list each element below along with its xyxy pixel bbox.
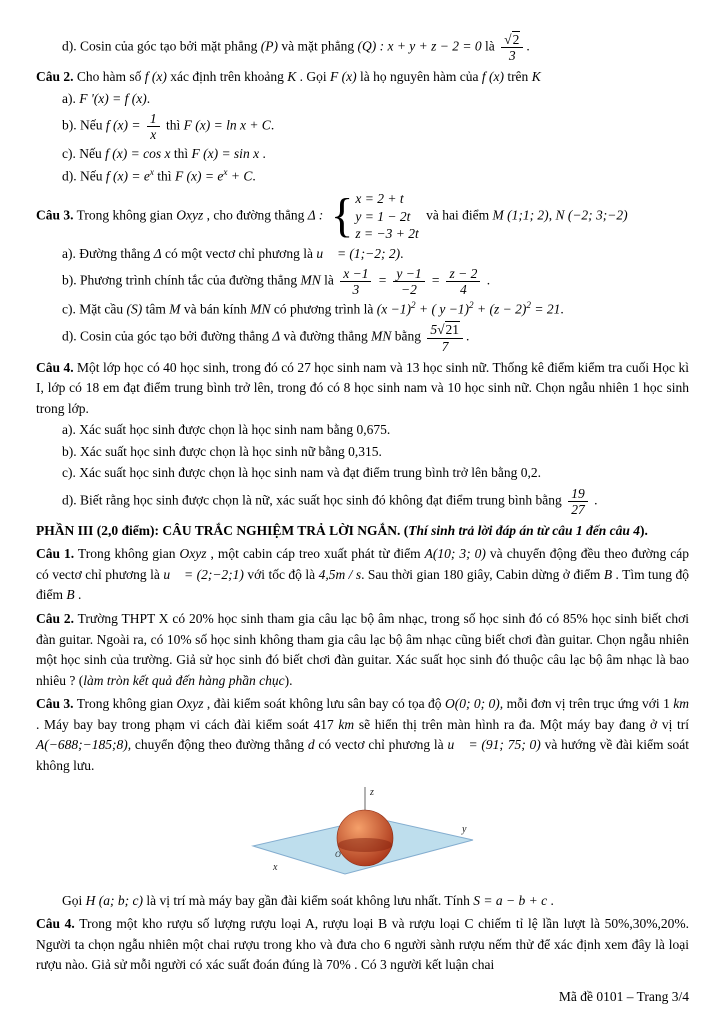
text-run: f (x) = e [105,168,150,184]
text-run: S = a − b + c [473,892,548,908]
text-run: Gọi [62,892,86,908]
superscript: 2 [411,300,416,311]
equation-line: x = 2 + t [355,191,404,206]
text-run: có một vectơ chỉ phương là [161,245,317,261]
text-run: = [427,272,444,288]
q1-option-d [36,31,689,64]
q2-option-c [36,144,689,165]
text-run: là vị trí mà máy bay gần đài kiểm soát không lưu nhất. Tính [142,892,474,908]
radical-sign: √ [504,32,512,47]
math-fraction [446,266,480,297]
text-run: (P) [260,38,278,54]
fraction-denominator: −2 [401,282,417,298]
superscript: 2 [469,300,474,311]
text-run: Một lớp học có 40 học sinh, trong đó có 27 học sinh nam và 13 học sinh nữ. Thống kê điểm kiểm tra cuối Học kì I, lớp có 18 em đạt điểm trung bình trở lên, trong đó có 8 học sinh nam và 10 học sinh nữ. Chọn ngẫu nhiên 1 học sinh trong lớp. [36,359,689,416]
q4-option-a [36,420,689,441]
text-run: Câu 3. [36,207,74,223]
text-run: Trong không gian [74,546,180,562]
page-footer: Mã đề 0101 – Trang 3/4 [558,989,689,1005]
text-run: và hướng về đài kiểm soát không lưu. [36,737,689,773]
text-run: , [548,207,556,223]
cases-brace-icon: { [330,190,354,243]
text-run: . [146,90,151,106]
text-run: Câu 4. [36,916,75,932]
q2-option-a [36,89,689,110]
q2-stem [36,67,689,88]
text-run: + (z − 2) [473,301,527,317]
fraction-denominator: 27 [571,501,585,517]
text-run: tâm [142,301,170,317]
text-run: PHẦN III (2,0 điểm): CÂU TRẮC NGHIỆM TRẢ LỜI NGẮN. ( [36,522,409,538]
sphere-plane-figure [247,782,479,880]
text-run: , đài kiểm soát không lưu sân bay có tọa độ [203,696,445,712]
text-run: f (x) = cos x [105,146,171,162]
text-run: b). Xác suất học sinh được chọn là học sinh nữ bằng 0,315. [62,443,382,459]
text-run: = 21 [530,301,561,317]
fraction-denominator: x [150,127,157,143]
text-run: F (x) = e [174,168,224,184]
text-run: chuyển động theo đường thẳng [131,737,308,753]
text-run: Δ [153,245,162,261]
q4-stem [36,358,689,420]
text-run: thì [153,168,175,184]
text-run: d). Nếu [62,168,106,184]
p3-q3-note [36,891,689,912]
text-run: F '(x) = f (x) [79,90,147,106]
text-run: Trong một kho rượu số lượng rượu loại A, rượu loại B và rượu loại C chiếm tỉ lệ lần lượt là 50%,30%,20%. Người ta chọn ngẫu nhiên một chai rượu trong kho và đưa cho 6 người sành rượu nếm thử để xác định xem đây là loại rượu nào. Giả sử mỗi người có xác suất đoán đúng là 70% . Có 3 người kết luận chai [36,916,689,973]
fraction-numerator: x −1 [340,266,371,282]
text-run: K [287,69,297,85]
q2-option-d [36,166,689,187]
q2-option-b [36,110,689,143]
p3-q4 [36,914,689,976]
math-fraction [427,322,463,353]
text-run: và bán kính [180,301,251,317]
text-run: F (x) = sin x [191,146,260,162]
text-run: Trường THPT X có 20% học sinh tham gia câu lạc bộ âm nhạc, trong số học sinh đó có 85% học sinh biết chơi đàn guitar. Ngoài ra, có 10% số học sinh không tham gia câu lạc bộ âm nhạc cũng biết chơi đàn guitar. Chọn ngẫu nhiên một học sinh của trường. Giả sử học sinh đó biết chơi đàn guitar. Xác suất học sinh đó thuộc câu lạc bộ âm nhạc là bao nhiêu ? ( [36,610,690,688]
square-root: √21 [437,322,459,338]
text-run: Oxyz [176,207,204,223]
text-run: b). Phương trình chính tắc của đường thẳng [62,272,301,288]
text-run: B [66,587,75,603]
text-run: với tốc độ là [243,566,319,582]
text-run: thì [170,146,192,162]
text-run: và mặt phẳng [277,38,358,54]
p3-q2 [36,609,689,691]
text-run: Δ : [307,207,327,223]
text-run: u⃗ = (1;−2; 2) [316,245,401,261]
text-run: c). Xác suất học sinh được chọn là học sinh nam và đạt điểm trung bình trở lên bằng 0,2. [62,465,541,481]
fraction-numerator [501,32,523,48]
q3-option-a [36,244,689,265]
radical-sign: √ [437,322,445,338]
text-run: O(0; 0; 0), [444,696,504,712]
superscript: x [149,166,154,177]
math-fraction [340,266,371,297]
text-run: d). Biết rằng học sinh được chọn là nữ, xác suất học sinh đó không đạt điểm trung bình bằng [62,492,566,508]
text-run: và đường thẳng [280,329,372,345]
p3-q3 [36,694,689,776]
text-run: Δ [272,329,281,345]
text-run: . [590,492,598,508]
text-run: . Tìm tung độ điểm [36,566,689,603]
equation-line: z = −3 + 2t [355,226,419,242]
text-run: Oxyz [176,696,204,712]
fraction-numerator: 1 [147,111,160,127]
text-run: (Q) : x + y + z − 2 = 0 [357,38,482,54]
text-run: c). Mặt cầu [62,301,127,317]
text-run: km [673,696,690,712]
math-fraction [568,486,588,517]
text-run: , cho đường thẳng [203,207,308,223]
q4-option-d [36,485,689,518]
math-fraction [393,266,424,297]
equation-line: y = 1 − 2t [355,208,411,224]
text-run: . [259,146,266,162]
text-run: . [252,168,256,184]
text-run: Câu 3. [36,696,74,712]
text-run: . [483,272,491,288]
superscript: x [223,166,228,177]
text-run: . Sau thời gian 180 giây, Cabin dừng ở điểm [361,566,604,582]
text-run: là [481,38,499,54]
text-run: + C [227,168,253,184]
text-run: Trong không gian [73,207,177,223]
text-run: là [320,272,338,288]
math-fraction [501,32,523,63]
text-run: Trong không gian [73,696,177,712]
text-run: (S) [126,301,143,317]
text-run: d). Cosin của góc tạo bởi mặt phẳng [62,38,261,54]
text-run: km [338,716,355,732]
text-run: xác định trên khoảng [166,69,288,85]
text-run: Câu 4. [36,359,74,375]
text-run: 4,5m / s [318,566,362,582]
text-run: c). Nếu [62,146,106,162]
text-run: a). [62,90,80,106]
q3-option-c [36,299,689,320]
text-run: = [374,272,391,288]
fraction-denominator: 7 [441,338,449,354]
text-run: F (x) = ln x + C [183,117,271,133]
equation-system [331,190,419,243]
text-run: và chuyển động đều theo đường cáp có vectơ chỉ phương là [36,546,689,582]
q3-stem [36,190,689,243]
text-run: mỗi đơn vị trên trục ứng với 1 [503,696,674,712]
origin-label: O [334,850,341,860]
text-run: f (x) [144,69,167,85]
q3-option-b [36,265,689,298]
text-run: B [603,566,613,582]
text-run: a). Đường thẳng [62,245,154,261]
sphere-plane-intersection [337,838,392,852]
text-run: Oxyz [179,546,207,562]
text-run: . [466,329,470,345]
q4-option-b [36,442,689,463]
text-run: f (x) = [105,117,144,133]
text-run: u⃗ = (91; 75; 0) [447,737,541,753]
equation-lines [355,190,418,243]
z-axis-label: z [369,787,374,799]
fraction-numerator: 19 [568,486,588,502]
text-run: Câu 2. [36,610,74,626]
text-run: MN [300,272,321,288]
text-run: b). Nếu [62,117,106,133]
text-run: A(10; 3; 0) [424,546,486,562]
text-run: và hai điểm [422,207,493,223]
q4-option-c [36,463,689,484]
text-run: u⃗ = (2;−2;1) [163,566,244,582]
text-run: sẽ hiển thị trên màn hình ra đa. Một máy bay đang ở vị trí [354,716,689,732]
text-run: . [547,892,554,908]
text-run: ). [284,672,293,688]
text-run: . [400,245,404,261]
text-run: Câu 2. [36,69,74,85]
y-axis-label: y [461,824,466,836]
x-axis-label: x [272,862,277,874]
superscript: 2 [526,300,531,311]
text-run: . [526,38,530,54]
text-run: . Gọi [296,69,330,85]
fraction-numerator: y −1 [393,266,424,282]
text-run: . [74,587,82,603]
text-run: , một cabin cáp treo xuất phát từ điểm [206,546,425,562]
text-run: M [169,301,181,317]
text-run: d [307,737,315,753]
text-run: . Máy bay bay trong phạm vi cách đài kiểm soát 417 [36,716,339,732]
document-content [36,30,689,977]
text-run: làm tròn kết quả đến hàng phần chục [83,672,285,688]
text-run: N (−2; 3;−2) [555,207,628,223]
square-root: √2 [504,32,520,47]
text-run: d). Cosin của góc tạo bởi đường thẳng [62,329,273,345]
text-run: K [531,69,541,85]
fraction-denominator: 4 [460,282,467,298]
text-run: + ( y −1) [415,301,470,317]
text-run: MN [371,329,392,345]
text-run: trên [503,69,532,85]
fraction-denominator: 3 [508,48,516,64]
math-fraction [147,111,160,142]
text-run: Cho hàm số [73,69,145,85]
fraction-numerator: 5√21 [427,322,463,338]
text-run: A(−688;−185;8), [36,737,132,753]
text-run: F (x) [330,69,357,85]
text-run: bằng [391,329,425,345]
text-run: là họ nguyên hàm của [356,69,482,85]
text-run: f (x) [481,69,504,85]
p3-q1 [36,544,689,606]
fraction-numerator: z − 2 [446,266,480,282]
text-run: (x −1) [376,301,411,317]
fraction-denominator: 3 [352,282,360,298]
q3-option-d [36,321,689,354]
radar-figure [36,782,689,887]
text-run: Thí sinh trả lời đáp án từ câu 1 đến câu 4 [408,522,641,538]
text-run: a). Xác suất học sinh được chọn là học sinh nam bằng 0,675. [62,422,391,438]
text-run: Câu 1. [36,546,75,562]
text-run: . [560,301,564,317]
text-run: có phương trình là [270,301,377,317]
part3-heading [36,521,689,542]
text-run: M (1;1; 2) [492,207,549,223]
text-run: H (a; b; c) [85,892,143,908]
text-run: . [270,117,275,133]
text-run: có vectơ chỉ phương là [314,737,448,753]
text-run: thì [162,117,184,133]
text-run: MN [250,301,271,317]
text-run: ). [640,522,648,538]
